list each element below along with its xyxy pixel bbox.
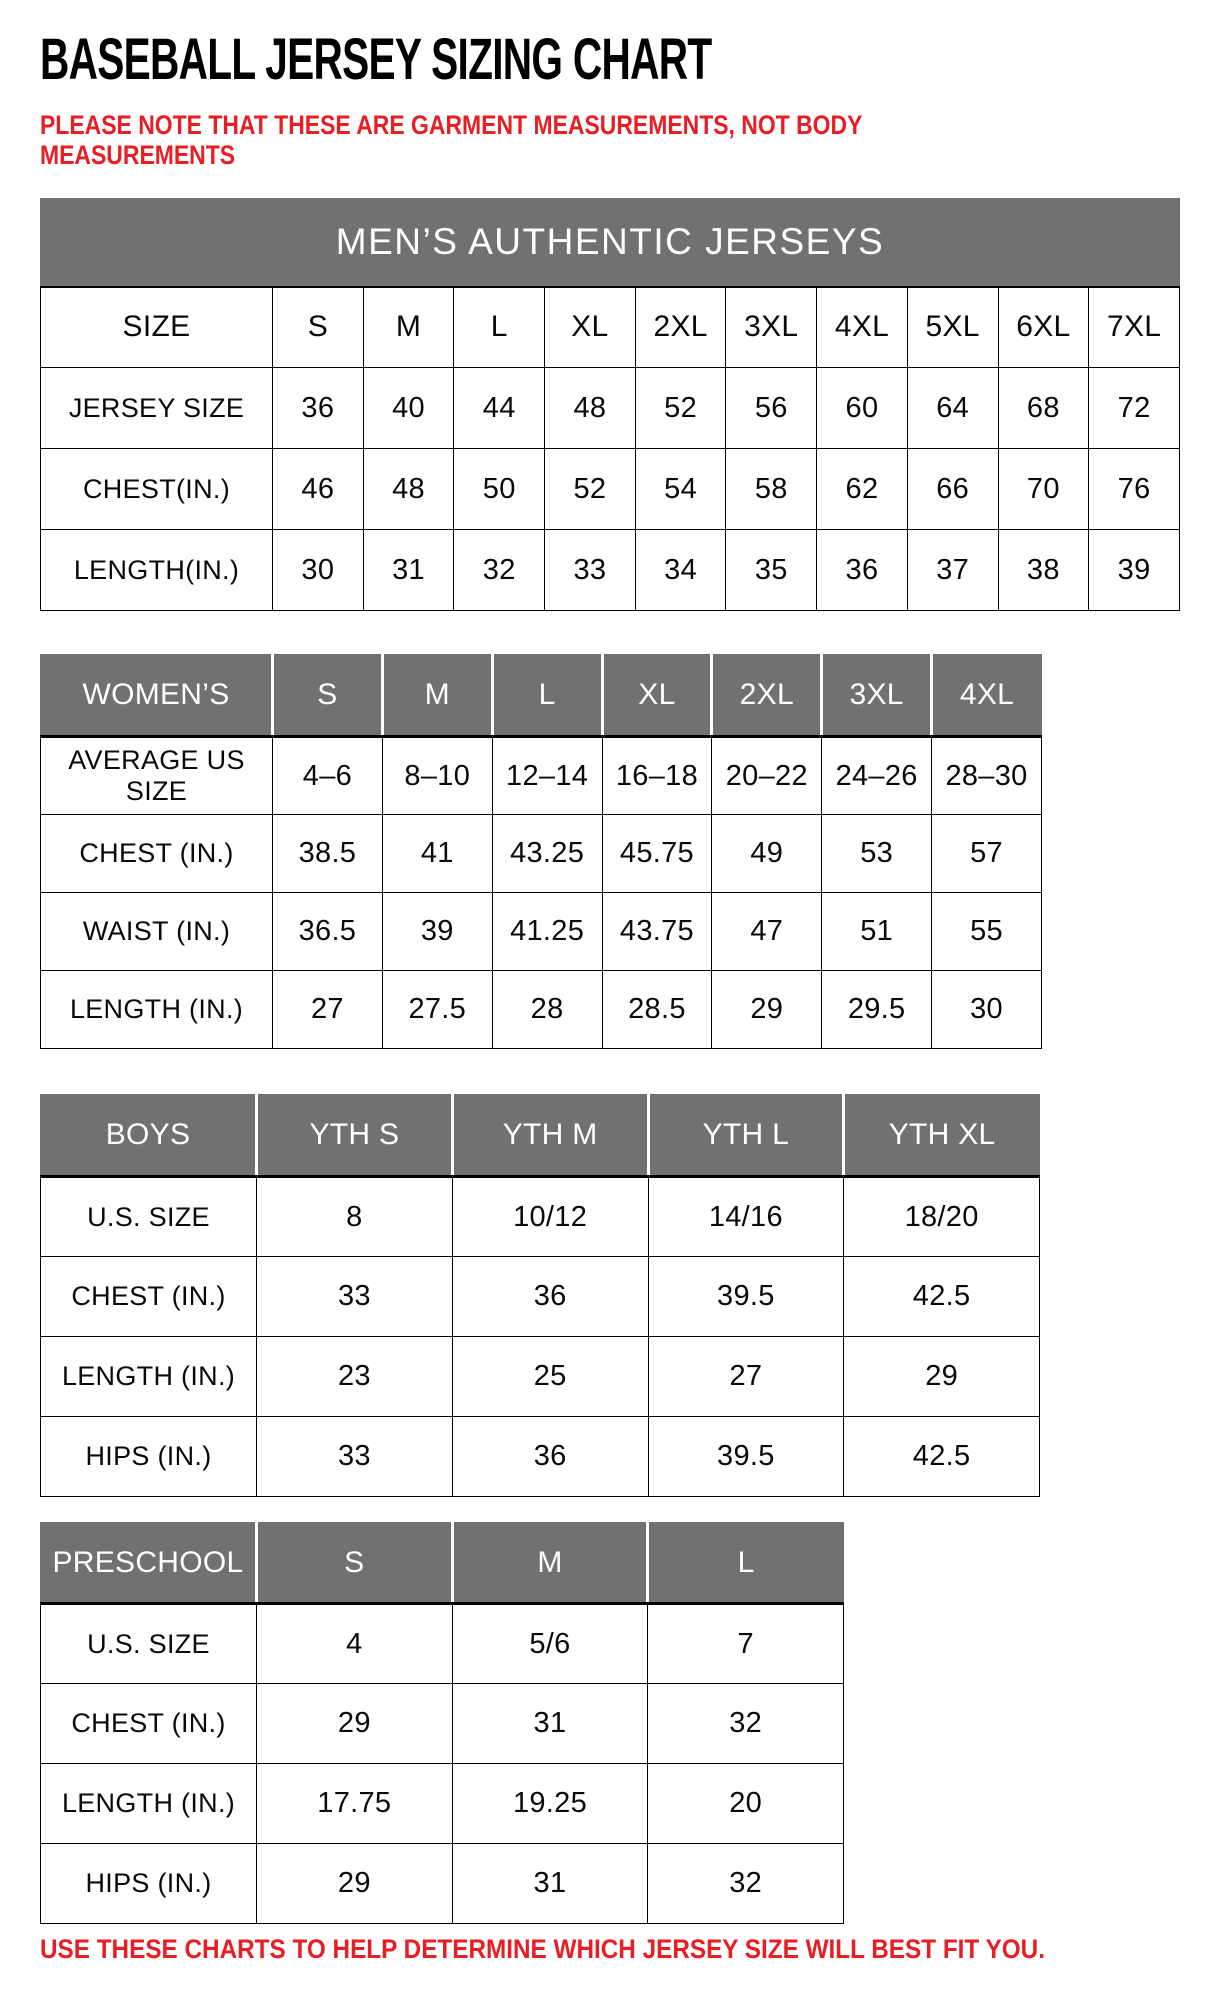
mens-sizing-grid	[40, 198, 1180, 611]
boys-sizing-grid	[40, 1094, 1040, 1497]
value-cell: 12–14	[492, 737, 602, 815]
value-cell: 66	[907, 449, 998, 530]
value-cell: 64	[907, 368, 998, 449]
table-row	[41, 1417, 1040, 1497]
column-header-cell: YTH XL	[844, 1095, 1040, 1177]
row-label-cell: LENGTH (IN.)	[41, 971, 273, 1049]
column-header-cell: S	[273, 655, 383, 737]
page-title: BASEBALL JERSEY SIZING CHART	[40, 27, 712, 92]
value-cell: 29.5	[822, 971, 932, 1049]
value-cell: 32	[648, 1684, 844, 1764]
column-header-cell: M	[382, 655, 492, 737]
table-row	[41, 1337, 1040, 1417]
column-header-cell: PRESCHOOL	[41, 1523, 257, 1604]
value-cell: 54	[635, 449, 726, 530]
column-header-cell: 6XL	[998, 287, 1089, 368]
column-header-cell: 4XL	[817, 287, 908, 368]
value-cell: 37	[907, 530, 998, 611]
value-cell: 33	[545, 530, 636, 611]
table-row	[41, 1604, 844, 1684]
value-cell: 28–30	[932, 737, 1042, 815]
table-row	[41, 530, 1180, 611]
value-cell: 50	[454, 449, 545, 530]
column-header-cell: S	[257, 1523, 453, 1604]
row-label-cell: AVERAGE US SIZE	[41, 737, 273, 815]
value-cell: 43.75	[602, 893, 712, 971]
value-cell: 8	[257, 1177, 453, 1257]
preschool-table	[0, 1522, 1220, 1924]
column-header-cell: YTH L	[648, 1095, 844, 1177]
column-header-cell: XL	[545, 287, 636, 368]
value-cell: 38	[998, 530, 1089, 611]
womens-sizing-grid	[40, 654, 1042, 1049]
value-cell: 4–6	[273, 737, 383, 815]
row-label-cell: HIPS (IN.)	[41, 1844, 257, 1924]
column-header-cell: M	[452, 1523, 648, 1604]
column-header-cell: L	[454, 287, 545, 368]
value-cell: 10/12	[452, 1177, 648, 1257]
table-row	[41, 971, 1042, 1049]
value-cell: 40	[363, 368, 454, 449]
value-cell: 23	[257, 1337, 453, 1417]
row-label-cell: CHEST(IN.)	[41, 449, 273, 530]
value-cell: 19.25	[452, 1764, 648, 1844]
value-cell: 25	[452, 1337, 648, 1417]
table-row	[41, 1177, 1040, 1257]
value-cell: 32	[648, 1844, 844, 1924]
value-cell: 28	[492, 971, 602, 1049]
value-cell: 49	[712, 815, 822, 893]
value-cell: 36.5	[273, 893, 383, 971]
value-cell: 39.5	[648, 1417, 844, 1497]
value-cell: 16–18	[602, 737, 712, 815]
table-row	[41, 1764, 844, 1844]
column-header-cell: 2XL	[635, 287, 726, 368]
value-cell: 57	[932, 815, 1042, 893]
value-cell: 27	[273, 971, 383, 1049]
value-cell: 41.25	[492, 893, 602, 971]
value-cell: 20–22	[712, 737, 822, 815]
header-row	[41, 1523, 844, 1604]
value-cell: 46	[273, 449, 364, 530]
header-row	[41, 287, 1180, 368]
column-header-cell: 5XL	[907, 287, 998, 368]
column-header-cell: L	[648, 1523, 844, 1604]
value-cell: 47	[712, 893, 822, 971]
value-cell: 68	[998, 368, 1089, 449]
value-cell: 58	[726, 449, 817, 530]
value-cell: 33	[257, 1417, 453, 1497]
value-cell: 42.5	[844, 1417, 1040, 1497]
column-header-cell: YTH S	[257, 1095, 453, 1177]
value-cell: 4	[257, 1604, 453, 1684]
column-header-cell: 7XL	[1089, 287, 1180, 368]
value-cell: 36	[452, 1257, 648, 1337]
value-cell: 36	[273, 368, 364, 449]
row-label-cell: LENGTH(IN.)	[41, 530, 273, 611]
column-header-cell: SIZE	[41, 287, 273, 368]
value-cell: 39	[1089, 530, 1180, 611]
value-cell: 70	[998, 449, 1089, 530]
garment-measurements-note: PLEASE NOTE THAT THESE ARE GARMENT MEASUREMENTS, NOT BODY MEASUREMENTS	[40, 110, 863, 170]
mens-table	[0, 198, 1220, 611]
column-header-cell: 3XL	[822, 655, 932, 737]
table-row	[41, 737, 1042, 815]
value-cell: 76	[1089, 449, 1180, 530]
value-cell: 18/20	[844, 1177, 1040, 1257]
value-cell: 31	[363, 530, 454, 611]
value-cell: 56	[726, 368, 817, 449]
value-cell: 27	[648, 1337, 844, 1417]
column-header-cell: S	[273, 287, 364, 368]
row-label-cell: WAIST (IN.)	[41, 893, 273, 971]
value-cell: 52	[545, 449, 636, 530]
footer-text: USE THESE CHARTS TO HELP DETERMINE WHICH JERSEY SIZE WILL BEST FIT YOU.	[40, 1934, 1045, 1964]
value-cell: 39	[382, 893, 492, 971]
table-row	[41, 368, 1180, 449]
value-cell: 53	[822, 815, 932, 893]
row-label-cell: HIPS (IN.)	[41, 1417, 257, 1497]
value-cell: 7	[648, 1604, 844, 1684]
table-row	[41, 1257, 1040, 1337]
value-cell: 41	[382, 815, 492, 893]
row-label-cell: CHEST (IN.)	[41, 815, 273, 893]
value-cell: 31	[452, 1684, 648, 1764]
value-cell: 72	[1089, 368, 1180, 449]
table-row	[41, 815, 1042, 893]
womens-table	[0, 654, 1220, 1049]
value-cell: 36	[452, 1417, 648, 1497]
value-cell: 62	[817, 449, 908, 530]
banner-cell: MEN’S AUTHENTIC JERSEYS	[41, 199, 1180, 287]
value-cell: 20	[648, 1764, 844, 1844]
sizing-chart-page	[0, 27, 1220, 1964]
value-cell: 35	[726, 530, 817, 611]
value-cell: 48	[545, 368, 636, 449]
value-cell: 42.5	[844, 1257, 1040, 1337]
value-cell: 48	[363, 449, 454, 530]
table-banner-row	[41, 199, 1180, 287]
boys-table	[0, 1094, 1220, 1497]
value-cell: 8–10	[382, 737, 492, 815]
value-cell: 29	[844, 1337, 1040, 1417]
column-header-cell: YTH M	[452, 1095, 648, 1177]
value-cell: 45.75	[602, 815, 712, 893]
preschool-sizing-grid	[40, 1522, 844, 1924]
column-header-cell: 4XL	[932, 655, 1042, 737]
row-label-cell: LENGTH (IN.)	[41, 1337, 257, 1417]
value-cell: 5/6	[452, 1604, 648, 1684]
value-cell: 29	[257, 1684, 453, 1764]
row-label-cell: LENGTH (IN.)	[41, 1764, 257, 1844]
row-label-cell: JERSEY SIZE	[41, 368, 273, 449]
value-cell: 28.5	[602, 971, 712, 1049]
value-cell: 43.25	[492, 815, 602, 893]
value-cell: 30	[932, 971, 1042, 1049]
column-header-cell: 3XL	[726, 287, 817, 368]
column-header-cell: WOMEN’S	[41, 655, 273, 737]
value-cell: 29	[712, 971, 822, 1049]
value-cell: 36	[817, 530, 908, 611]
value-cell: 38.5	[273, 815, 383, 893]
value-cell: 31	[452, 1844, 648, 1924]
value-cell: 30	[273, 530, 364, 611]
value-cell: 17.75	[257, 1764, 453, 1844]
value-cell: 29	[257, 1844, 453, 1924]
value-cell: 51	[822, 893, 932, 971]
value-cell: 44	[454, 368, 545, 449]
table-row	[41, 893, 1042, 971]
row-label-cell: CHEST (IN.)	[41, 1684, 257, 1764]
value-cell: 33	[257, 1257, 453, 1337]
value-cell: 24–26	[822, 737, 932, 815]
table-row	[41, 1684, 844, 1764]
table-row	[41, 449, 1180, 530]
table-row	[41, 1844, 844, 1924]
column-header-cell: 2XL	[712, 655, 822, 737]
column-header-cell: L	[492, 655, 602, 737]
row-label-cell: U.S. SIZE	[41, 1177, 257, 1257]
row-label-cell: CHEST (IN.)	[41, 1257, 257, 1337]
value-cell: 60	[817, 368, 908, 449]
row-label-cell: U.S. SIZE	[41, 1604, 257, 1684]
value-cell: 39.5	[648, 1257, 844, 1337]
header-row	[41, 655, 1042, 737]
value-cell: 32	[454, 530, 545, 611]
value-cell: 14/16	[648, 1177, 844, 1257]
header-row	[41, 1095, 1040, 1177]
value-cell: 55	[932, 893, 1042, 971]
column-header-cell: BOYS	[41, 1095, 257, 1177]
value-cell: 27.5	[382, 971, 492, 1049]
column-header-cell: M	[363, 287, 454, 368]
value-cell: 34	[635, 530, 726, 611]
value-cell: 52	[635, 368, 726, 449]
column-header-cell: XL	[602, 655, 712, 737]
